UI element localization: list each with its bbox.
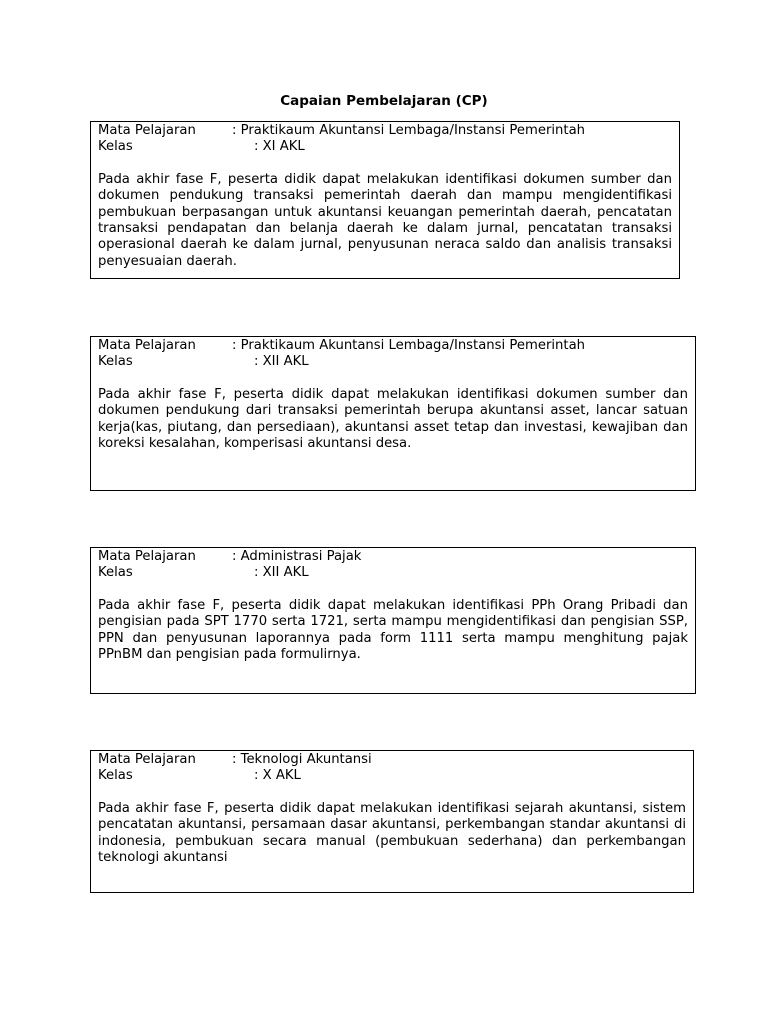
learning-outcome-box xyxy=(90,547,696,694)
subject-row xyxy=(98,123,672,139)
learning-outcome-box xyxy=(90,750,694,893)
class-value: : XI AKL xyxy=(254,139,305,155)
class-value: : XII AKL xyxy=(254,565,309,581)
class-row xyxy=(98,354,688,370)
subject-row xyxy=(98,338,688,354)
class-label: Kelas xyxy=(98,565,133,581)
class-row xyxy=(98,139,672,155)
subject-label: Mata Pelajaran xyxy=(98,549,196,564)
subject-row xyxy=(98,549,688,565)
class-label: Kelas xyxy=(98,768,133,784)
subject-value: : Praktikaum Akuntansi Lembaga/Instansi Pemerintah xyxy=(232,338,586,353)
subject-row xyxy=(98,752,686,768)
class-row xyxy=(98,768,686,784)
class-label: Kelas xyxy=(98,139,133,155)
page-title: Capaian Pembelajaran (CP) xyxy=(280,93,488,109)
subject-value: : Administrasi Pajak xyxy=(232,549,362,564)
class-value: : X AKL xyxy=(254,768,301,784)
outcome-description: Pada akhir fase F, peserta didik dapat melakukan identifikasi dokumen sumber dan dokumen pendukung dari transaksi pemerintah berupa akuntansi asset, lancar satuan kerja(kas, piutang, dan persediaan), akuntansi asset tetap dan investasi, kewajiban dan koreksi kesalahan, komperisasi akuntansi desa. xyxy=(98,386,688,452)
subject-value: : Praktikaum Akuntansi Lembaga/Instansi Pemerintah xyxy=(232,123,586,138)
subject-label: Mata Pelajaran xyxy=(98,338,196,353)
outcome-description: Pada akhir fase F, peserta didik dapat melakukan identifikasi PPh Orang Pribadi dan pengisian pada SPT 1770 serta 1721, serta mampu mengidentifikasi dan pengisian SSP, PPN dan penyusunan laporannya pada form 1111 serta mampu menghitung pajak PPnBM dan pengisian pada formulirnya. xyxy=(98,597,688,663)
class-label: Kelas xyxy=(98,354,133,370)
learning-outcome-box xyxy=(90,336,696,491)
learning-outcome-box xyxy=(90,121,680,279)
class-value: : XII AKL xyxy=(254,354,309,370)
subject-label: Mata Pelajaran xyxy=(98,752,196,767)
subject-label: Mata Pelajaran xyxy=(98,123,196,138)
outcome-description: Pada akhir fase F, peserta didik dapat melakukan identifikasi sejarah akuntansi, sistem pencatatan akuntansi, persamaan dasar akuntansi, perkembangan standar akuntansi di indonesia, pembukuan secara manual (pembukuan sederhana) dan perkembangan teknologi akuntansi xyxy=(98,800,686,866)
class-row xyxy=(98,565,688,581)
subject-value: : Teknologi Akuntansi xyxy=(232,752,372,767)
outcome-description: Pada akhir fase F, peserta didik dapat melakukan identifikasi dokumen sumber dan dokumen pendukung transaksi pemerintah daerah dan mampu mengidentifikasi pembukuan berpasangan untuk akuntansi keuangan pemerintah daerah, pencatatan transaksi pendapatan dan belanja daerah ke dalam jurnal, pencatatan transaksi operasional daerah ke dalam jurnal, penyusunan neraca saldo dan analisis transaksi penyesuaian daerah. xyxy=(98,171,672,269)
